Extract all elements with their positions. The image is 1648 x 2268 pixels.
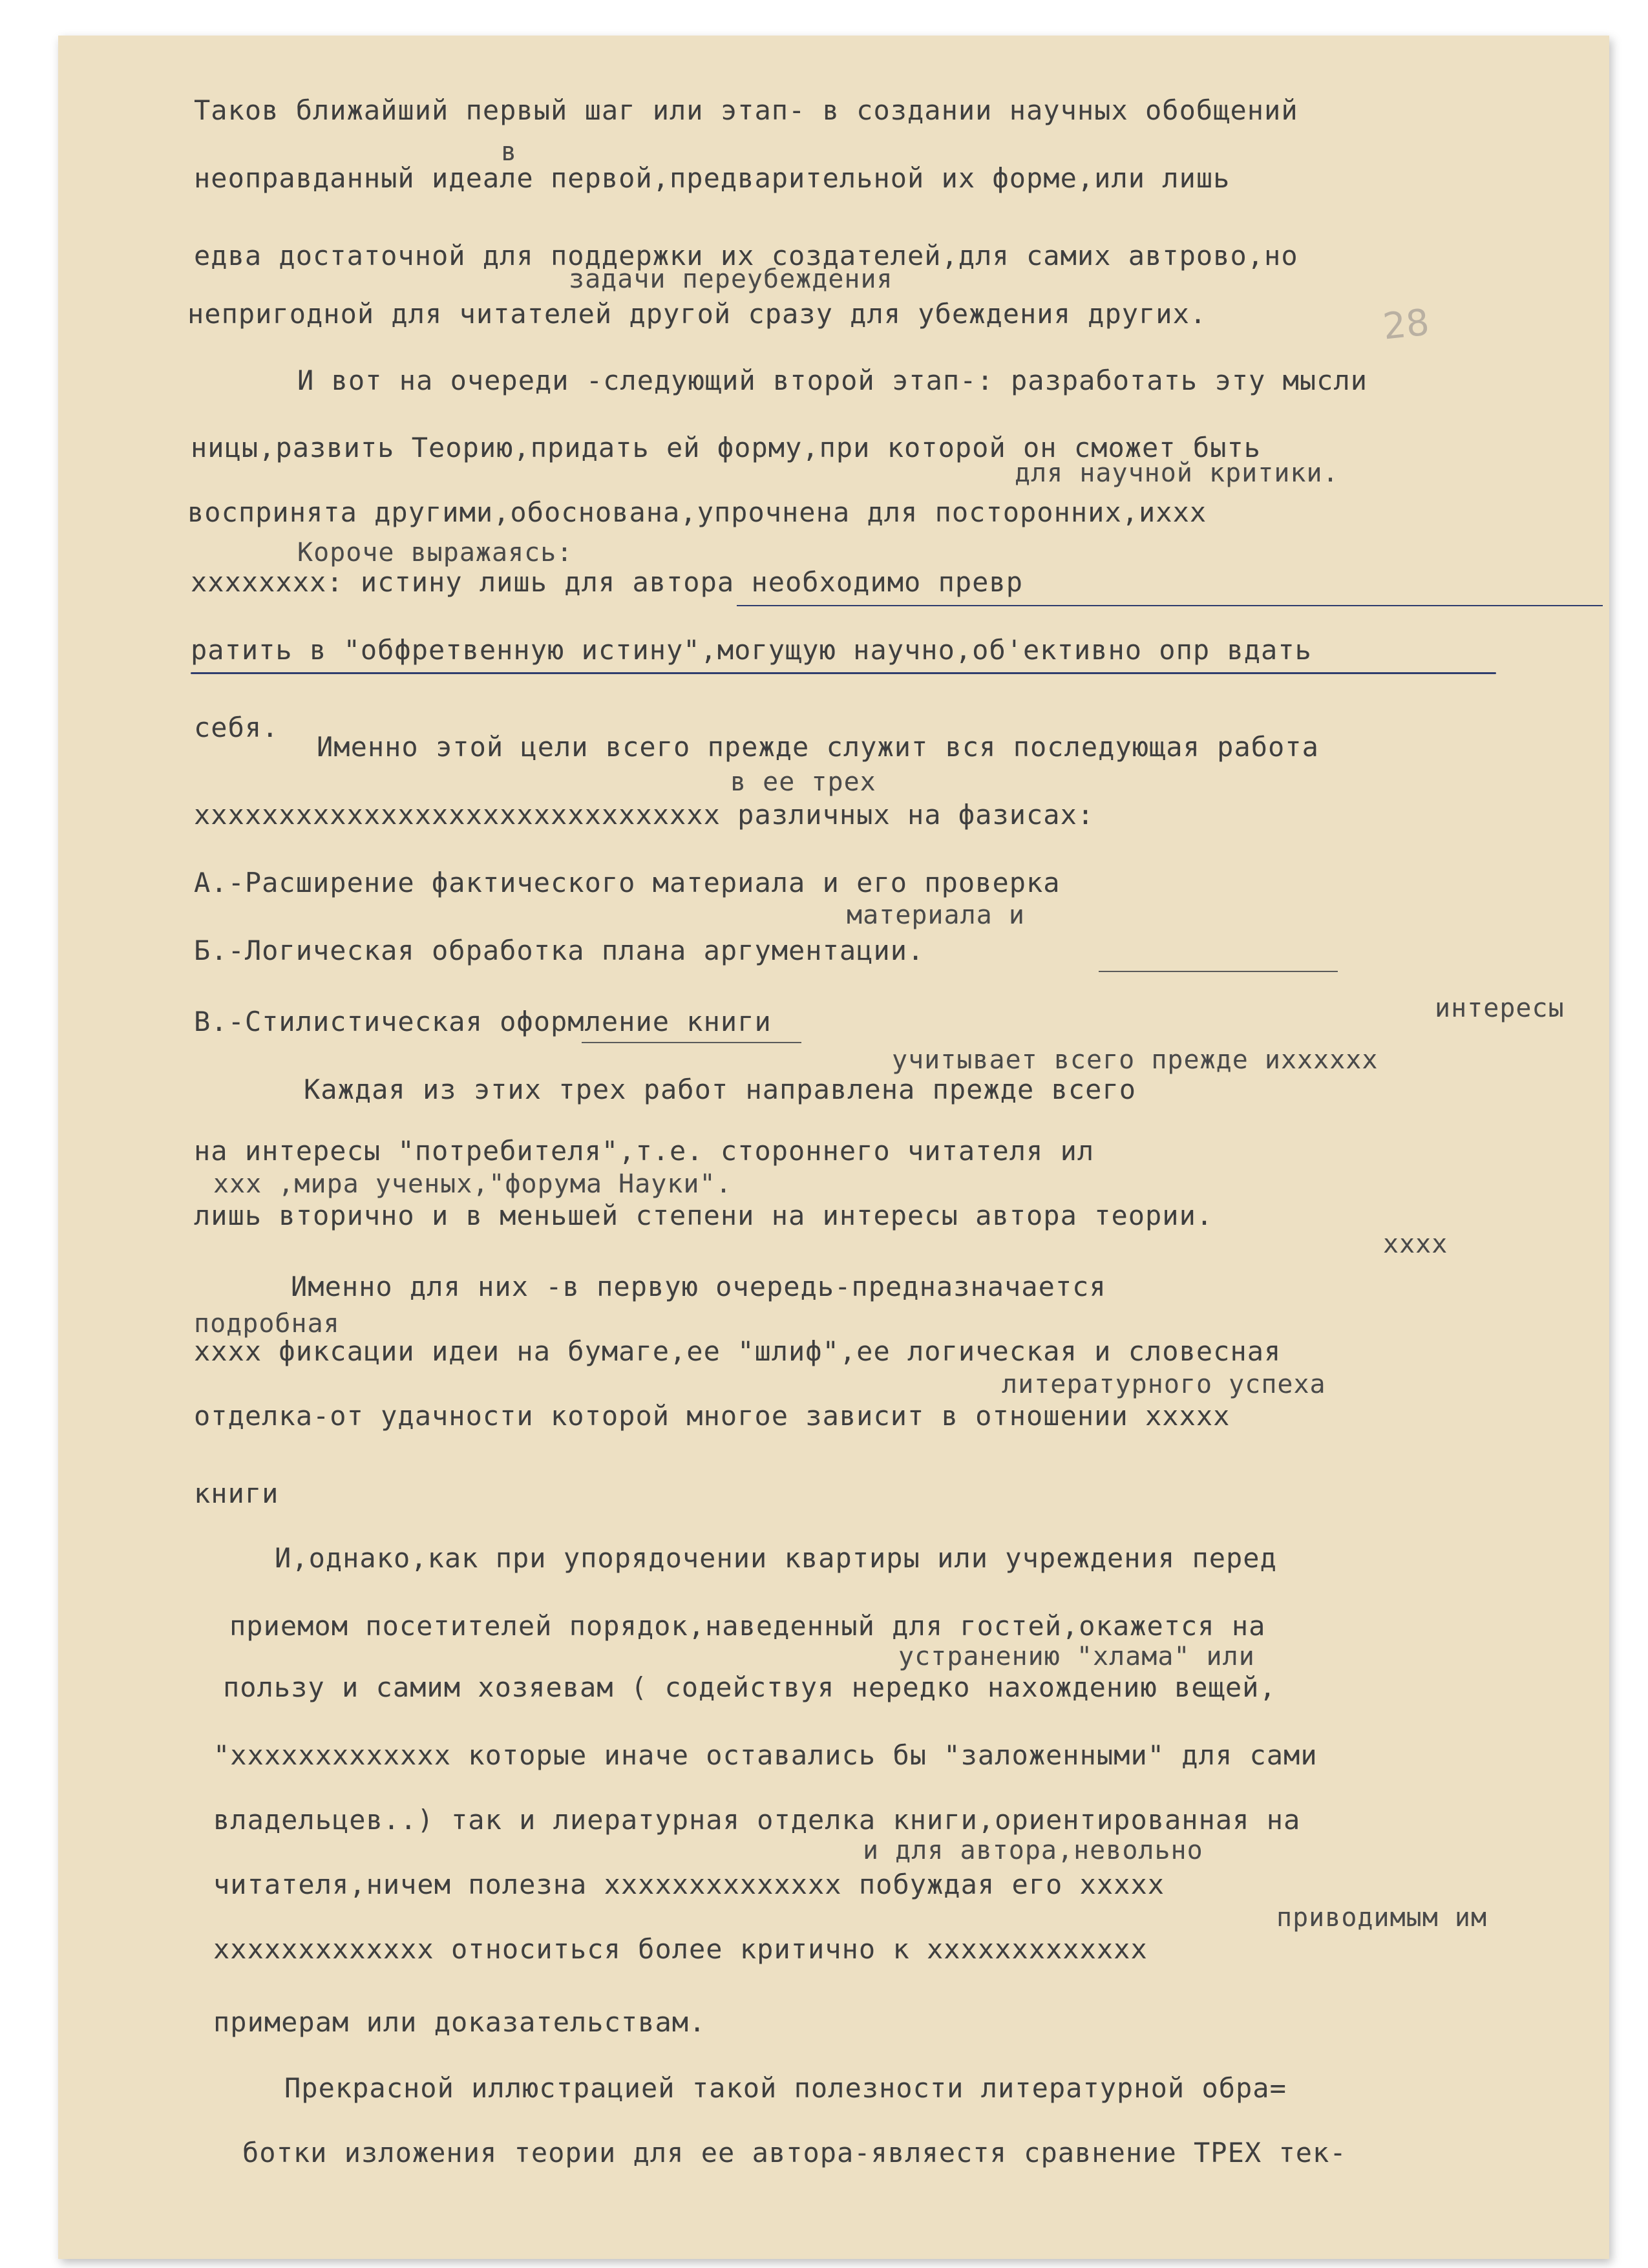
text-line: Именно для них -в первую очередь-предназначается <box>291 1271 1106 1302</box>
text-line: Прекрасной иллюстрацией такой полезности литературной обра= <box>284 2072 1287 2104</box>
insertion-text: в <box>501 137 518 167</box>
insertion-text: для научной критики. <box>1015 458 1339 488</box>
text-line: воспринята другими,обоснована,упрочнена для посторонних,иххх <box>187 496 1207 528</box>
text-line: ратить в "обфретвенную истину",могущую научно,об'ективно опр вдать <box>191 634 1312 666</box>
insertion-text: учитывает всего прежде ихххххх <box>892 1045 1379 1075</box>
text-line: книги <box>194 1478 279 1509</box>
list-item-b: Б.-Логическая обработка плана аргументации. <box>194 935 925 966</box>
blue-underline <box>737 605 1603 606</box>
text-line: Каждая из этих трех работ направлена прежде всего <box>304 1074 1137 1105</box>
insertion-text: и для автора,невольно <box>863 1836 1203 1865</box>
underline <box>1099 971 1338 972</box>
text-line: Именно этой цели всего прежде служит вся последующая работа <box>317 731 1319 763</box>
text-line: себя. <box>194 712 279 743</box>
insertion-text: устранению "хлама" или <box>898 1642 1255 1671</box>
text-line: на интересы "потребителя",т.е. стороннего читателя ил <box>194 1135 1095 1167</box>
underline <box>582 1042 801 1043</box>
insertion-text: ххх ,мира ученых,"форума Науки". <box>213 1169 732 1199</box>
text-line: неоправданный идеале первой,предварительной их форме,или лишь <box>194 162 1231 194</box>
text-line: непригодной для читателей другой сразу для убеждения других. <box>187 298 1207 330</box>
insertion-text: литературного успеха <box>1002 1370 1326 1399</box>
insertion-text: материала и <box>847 900 1025 930</box>
text-line: читателя,ничем полезна хххххххххххххх побуждая его ххххх <box>213 1869 1165 1900</box>
text-line: ххххххххххххххххххххххххххххххх различных на фазисах: <box>194 799 1095 831</box>
insertion-text: хххх <box>1383 1229 1448 1259</box>
text-line: едва достаточной для поддержки их создателей,для самих автрово,но <box>194 240 1298 271</box>
text-line: пользу и самим хозяевам ( содействуя нередко нахождению вещей, <box>223 1671 1276 1703</box>
text-line: владельцев..) так и лиературная отделка книги,ориентированная на <box>213 1804 1301 1836</box>
text-line: лишь вторично и в меньшей степени на интересы автора теории. <box>194 1200 1214 1231</box>
text-line: хххх фиксации идеи на бумаге,ее "шлиф",ее логическая и словесная <box>194 1335 1282 1367</box>
text-line: И вот на очереди -следующий второй этап-: разработать эту мысли <box>297 365 1368 396</box>
text-line: хххххххх: истину лишь для автора необходимо превр <box>191 566 1024 598</box>
text-line: примерам или доказательствам. <box>213 2006 706 2038</box>
insertion-text: в ее трех <box>730 767 876 797</box>
text-line: Таков ближайший первый шаг или этап- в создании научных обобщений <box>194 94 1298 126</box>
insertion-text: задачи переубеждения <box>569 264 893 294</box>
text-line: ххххххххххххх относиться более критично к ххххххххххххх <box>213 1933 1148 1965</box>
page-number-pencil: 28 <box>1380 301 1431 348</box>
list-item-a: А.-Расширение фактического материала и его проверка <box>194 867 1061 898</box>
insertion-text: Короче выражаясь: <box>297 538 573 567</box>
text-line: отделка-от удачности которой многое зависит в отношении ххххх <box>194 1400 1231 1432</box>
blue-underline <box>191 672 1496 674</box>
insertion-text: приводимым им <box>1276 1903 1488 1933</box>
insertion-text: интересы <box>1435 993 1565 1023</box>
text-line: ботки изложения теории для ее автора-являестя сравнение ТРЕХ тек- <box>242 2137 1347 2168</box>
insertion-text: подробная <box>194 1309 340 1339</box>
text-line: приемом посетителей порядок,наведенный для гостей,окажется на <box>229 1610 1266 1642</box>
text-line: ницы,развить Теорию,придать ей форму,при которой он сможет быть <box>191 432 1262 463</box>
text-line: И,однако,как при упорядочении квартиры или учреждения перед <box>275 1542 1277 1574</box>
text-line: "ххххххххххххх которые иначе оставались бы "заложенными" для сами <box>213 1739 1318 1771</box>
list-item-c: В.-Стилистическая оформление книги <box>194 1006 772 1037</box>
